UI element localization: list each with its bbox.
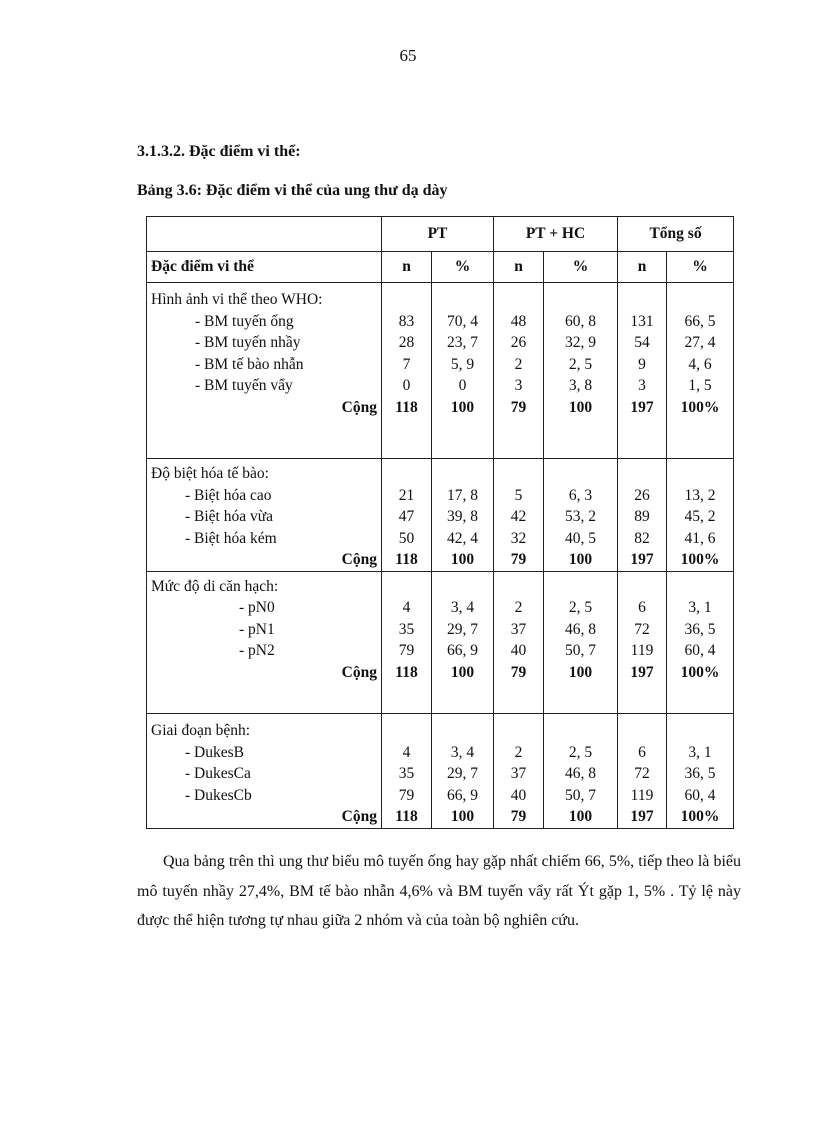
table-cell-value: 46, 8 [565, 765, 596, 782]
total-value: 100% [680, 808, 720, 825]
table-cell-value: 79 [398, 786, 415, 804]
total-value: 100% [680, 663, 720, 681]
spacer [436, 289, 489, 311]
table-cell-value: 60, 4 [684, 786, 716, 804]
row-label: - pN0 [239, 599, 275, 616]
table-cell-value: 47 [398, 508, 415, 525]
table-cell-value: 4, 6 [688, 355, 712, 373]
value-column-cell [432, 714, 494, 829]
table-cell-value: 60, 4 [684, 642, 716, 659]
value-column-cell [494, 459, 544, 572]
section-row [147, 283, 734, 459]
table-cell-value: 89 [634, 508, 650, 525]
total-value: 118 [395, 551, 418, 568]
spacer [622, 289, 662, 311]
table-cell-value: 39, 8 [447, 508, 478, 525]
total-value: 100 [450, 398, 475, 416]
section-title: Hình ảnh vi thể theo WHO: [151, 291, 323, 308]
table-cell-value: 2 [514, 743, 523, 761]
table-cell-value: 54 [634, 334, 650, 351]
spacer [436, 720, 489, 742]
total-value: 100 [568, 398, 593, 416]
table-cell-value: 3, 1 [688, 599, 712, 616]
body-paragraph: Qua bảng trên thì ung thư biểu mô tuyến ống hay gặp nhất chiếm 66, 5%, tiếp theo là biểu mô tuyến nhầy 27,4%, BM tế bào nhẫn 4,6% và BM tuyến vẩy rất Ýt gặp 1, 5% . Tỷ lệ này được thể hiện tương tự nhau giữa 2 nhóm và của toàn bộ nghiên cứu. [137, 853, 741, 929]
table-cell-value: 37 [510, 620, 527, 638]
table-cell-value: 66, 5 [684, 312, 716, 330]
total-value: 79 [510, 808, 527, 825]
table-cell-value: 3 [514, 377, 523, 394]
table-cell-value: 4 [402, 743, 411, 761]
table-cell-value: 2, 5 [568, 743, 593, 761]
spacer [386, 289, 427, 311]
table-cell-value: 21 [398, 486, 415, 504]
table-cell-value: 3 [638, 377, 646, 394]
table-cell-value: 119 [630, 786, 654, 804]
table-cell-value: 27, 4 [684, 334, 716, 351]
spacer [548, 720, 613, 742]
sub-header-cell: n [618, 252, 667, 283]
total-value: 79 [510, 663, 527, 681]
spacer [498, 289, 539, 311]
spacer [386, 720, 427, 742]
table-cell-value: 29, 7 [447, 765, 478, 782]
row-label: - BM tuyến ống [195, 312, 294, 330]
value-column-cell [667, 571, 734, 714]
value-column-cell [494, 283, 544, 459]
table-cell-value: 13, 2 [684, 486, 716, 504]
value-column-cell [667, 459, 734, 572]
total-value: 100 [450, 663, 475, 681]
table-cell-value: 50, 7 [565, 642, 596, 659]
row-label: - DukesCb [185, 786, 252, 804]
row-label: - pN1 [239, 620, 275, 638]
table-cell-value: 3, 8 [568, 377, 593, 394]
table-cell-value: 6, 3 [568, 486, 593, 504]
table-cell-value: 72 [634, 620, 650, 638]
total-value: 197 [630, 663, 654, 681]
total-value: 79 [510, 398, 527, 416]
table-cell-value: 53, 2 [565, 508, 596, 525]
section-row [147, 459, 734, 572]
table-cell-value: 72 [634, 765, 650, 782]
table-cell-value: 17, 8 [447, 486, 478, 504]
total-value: 197 [630, 398, 654, 416]
section-label-cell [147, 283, 382, 459]
table-cell-value: 60, 8 [565, 312, 596, 330]
table-cell-value: 2, 5 [568, 599, 593, 616]
section-heading: 3.1.3.2. Đặc điểm vi thể: [137, 143, 301, 160]
spacer [671, 289, 729, 311]
table-cell-value: 29, 7 [447, 620, 478, 638]
table-cell-value: 40 [510, 642, 527, 659]
table-cell-value: 50, 7 [565, 786, 596, 804]
value-column-cell [494, 571, 544, 714]
table-cell-value: 48 [510, 312, 527, 330]
spacer [436, 463, 489, 485]
table-cell-value: 42 [510, 508, 527, 525]
row-label: - BM tuyến nhầy [195, 334, 301, 351]
value-column-cell [544, 283, 618, 459]
total-value: 100 [450, 808, 475, 825]
value-column-cell [432, 283, 494, 459]
table-cell-value: 0 [458, 377, 467, 394]
total-value: 100 [450, 551, 475, 568]
value-column-cell [544, 571, 618, 714]
total-label: Cộng [341, 551, 377, 568]
value-column-cell [494, 714, 544, 829]
table-cell-value: 5, 9 [450, 355, 475, 373]
section-title: Mức độ di căn hạch: [151, 577, 279, 595]
total-value: 197 [630, 551, 654, 568]
value-column-cell [432, 459, 494, 572]
spacer [671, 463, 729, 485]
value-column-cell [618, 283, 667, 459]
table-cell-value: 45, 2 [684, 508, 716, 525]
table-cell-value: 6 [638, 743, 646, 761]
spacer [498, 463, 539, 485]
section-label-cell [147, 714, 382, 829]
total-value: 100% [680, 551, 720, 568]
table-cell-value: 3, 1 [688, 743, 712, 761]
row-label: - pN2 [239, 642, 275, 659]
table-cell-value: 2, 5 [568, 355, 593, 373]
table-cell-value: 4 [402, 599, 411, 616]
section-title: Giai đoạn bệnh: [151, 722, 251, 739]
total-label: Cộng [341, 808, 377, 825]
value-column-cell [618, 459, 667, 572]
section-title: Độ biệt hóa tế bào: [151, 465, 269, 482]
total-label: Cộng [341, 663, 377, 681]
table-cell-value: 66, 9 [447, 786, 478, 804]
table-cell-value: 9 [638, 355, 646, 373]
group-header-total: Tổng số [618, 217, 734, 252]
sub-header-cell: % [667, 252, 734, 283]
table-cell-value: 0 [402, 377, 411, 394]
spacer [622, 576, 662, 598]
value-column-cell [667, 714, 734, 829]
value-column-cell [618, 714, 667, 829]
table-cell-value: 50 [398, 529, 415, 547]
row-header: Đặc điểm vi thể [147, 252, 382, 283]
group-header-pt-hc: PT + HC [494, 217, 618, 252]
row-label: - BM tuyến vẩy [195, 377, 293, 394]
microscopic-features-table [146, 216, 734, 829]
table-cell-value: 82 [634, 529, 650, 547]
row-label: - DukesB [185, 743, 244, 761]
page-number: 65 [399, 46, 417, 65]
value-column-cell [432, 571, 494, 714]
sub-header-cell: % [432, 252, 494, 283]
table-cell-value: 46, 8 [565, 620, 596, 638]
table-cell-value: 42, 4 [447, 529, 478, 547]
table-cell-value: 35 [398, 765, 415, 782]
row-label: - Biệt hóa cao [185, 486, 272, 504]
section-label-cell [147, 571, 382, 714]
row-label: - Biệt hóa vừa [185, 508, 274, 525]
total-value: 100 [568, 551, 593, 568]
section-row [147, 571, 734, 714]
table-cell-value: 5 [514, 486, 523, 504]
section-row [147, 714, 734, 829]
table-cell-value: 41, 6 [684, 529, 716, 547]
sub-header-row [147, 252, 734, 283]
total-value: 100 [568, 663, 593, 681]
table-caption: Bảng 3.6: Đặc điểm vi thể của ung thư dạ dày [137, 182, 448, 199]
table-cell-value: 40, 5 [565, 529, 596, 547]
table-cell-value: 3, 4 [450, 599, 475, 616]
row-label: - Biệt hóa kém [185, 529, 277, 547]
sub-header-cell: n [382, 252, 432, 283]
table-cell-value: 28 [398, 334, 415, 351]
table-cell-value: 35 [398, 620, 415, 638]
table-cell-value: 36, 5 [684, 765, 716, 782]
table-cell-value: 83 [398, 312, 415, 330]
spacer [386, 576, 427, 598]
value-column-cell [544, 459, 618, 572]
value-column-cell [618, 571, 667, 714]
table-cell-value: 26 [510, 334, 527, 351]
section-label-cell [147, 459, 382, 572]
group-header-pt: PT [382, 217, 494, 252]
value-column-cell [382, 283, 432, 459]
table-cell-value: 79 [398, 642, 415, 659]
sub-header-cell: % [544, 252, 618, 283]
header-empty-cell [147, 217, 382, 252]
table-cell-value: 37 [510, 765, 527, 782]
spacer [498, 720, 539, 742]
table-cell-value: 7 [402, 355, 411, 373]
table-cell-value: 36, 5 [684, 620, 716, 638]
table-cell-value: 32 [510, 529, 527, 547]
spacer [622, 720, 662, 742]
value-column-cell [667, 283, 734, 459]
table-cell-value: 3, 4 [450, 743, 475, 761]
total-value: 79 [510, 551, 527, 568]
row-label: - DukesCa [185, 765, 251, 782]
spacer [671, 720, 729, 742]
group-header-row [147, 217, 734, 252]
value-column-cell [544, 714, 618, 829]
total-value: 197 [630, 808, 654, 825]
spacer [548, 289, 613, 311]
table-cell-value: 6 [638, 599, 646, 616]
spacer [498, 576, 539, 598]
table-cell-value: 66, 9 [447, 642, 478, 659]
table-cell-value: 23, 7 [447, 334, 478, 351]
table-cell-value: 1, 5 [688, 377, 712, 394]
spacer [436, 576, 489, 598]
value-column-cell [382, 459, 432, 572]
table-cell-value: 131 [630, 312, 654, 330]
spacer [548, 576, 613, 598]
table-cell-value: 2 [514, 355, 523, 373]
spacer [548, 463, 613, 485]
table-cell-value: 32, 9 [565, 334, 596, 351]
row-label: - BM tế bào nhẫn [195, 355, 304, 373]
total-value: 118 [395, 808, 418, 825]
total-value: 118 [395, 398, 418, 416]
table-cell-value: 40 [510, 786, 527, 804]
spacer [622, 463, 662, 485]
spacer [671, 576, 729, 598]
spacer [386, 463, 427, 485]
table-cell-value: 119 [630, 642, 654, 659]
value-column-cell [382, 714, 432, 829]
total-value: 100% [680, 398, 720, 416]
total-label: Cộng [341, 398, 377, 416]
table-cell-value: 26 [634, 486, 650, 504]
sub-header-cell: n [494, 252, 544, 283]
table-cell-value: 2 [514, 599, 523, 616]
total-value: 118 [395, 663, 418, 681]
value-column-cell [382, 571, 432, 714]
total-value: 100 [568, 808, 593, 825]
table-cell-value: 70, 4 [447, 312, 478, 330]
